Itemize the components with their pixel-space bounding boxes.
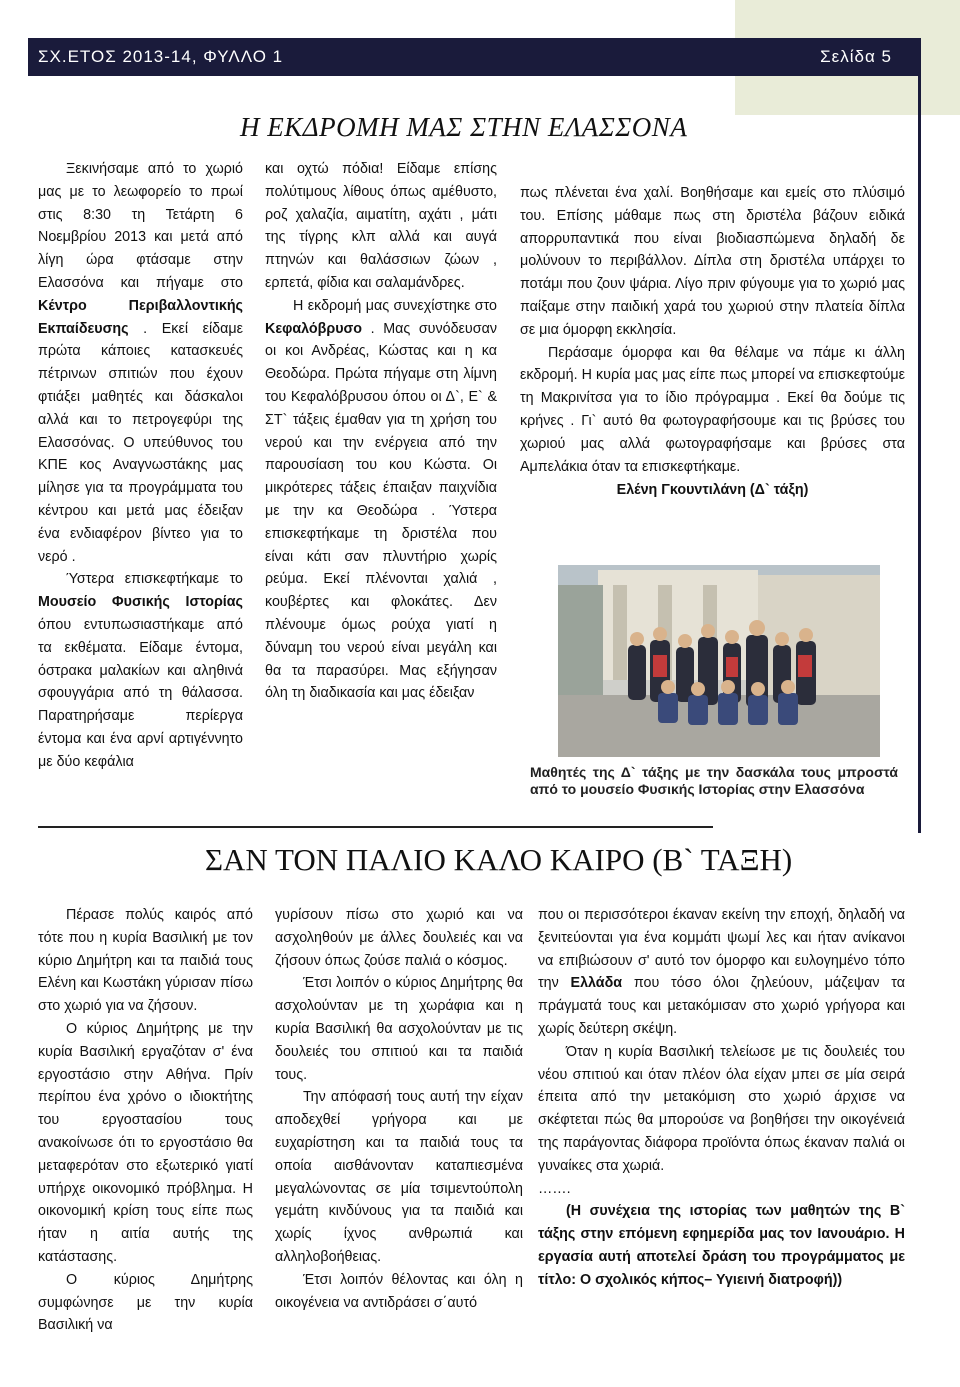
article1-author: Ελένη Γκουντιλάνη (Δ` τάξη) [616,482,809,499]
article1-column-3 [520,182,905,502]
class-photo [558,565,880,757]
article2-continuation-note: (Η συνέχεια της ιστορίας των μαθητών της Β` τάξης στην επόμενη εφημερίδα μας τον Ιανουάριο. Η εργασία αυτή αποτελεί δράση του προγράμματος με τίτλο: Ο σχολικός κήπος– Υγιεινή διατροφή)) [538,1203,905,1288]
article2-col1-paragraph-3: Ο κύριος Δημήτρης συμφώνησε με την κυρία Βασιλική να [38,1271,253,1334]
article2-column-2 [275,904,523,1314]
page-number: Σελίδα 5 [820,47,892,66]
article2-col2-paragraph-2: Έτσι λοιπόν ο κύριος Δημήτρης θα ασχολούνταν με τη χωράφια και η κυρία Βασιλική θα ασχολούνταν με τις δουλειές του σπιτιού και τα παιδιά τους. [275,975,523,1083]
article1-col2-paragraph-1: και οχτώ πόδια! Είδαμε επίσης πολύτιμους λίθους όπως αμέθυστο, ροζ χαλαζία, αιματίτη, αχάτι , μάτι της τίγρης κλπ αλλά και αυγά πτηνών και θαλάσσιων ζώων , ερπετά, φίδια και σαλαμάνδρες. [265,161,497,291]
article2-col2-paragraph-3: Την απόφασή τους αυτή την είχαν αποδεχθεί γρήγορα και με ευχαρίστηση και τα παιδιά τους τα οποία αισθάνονταν καταπιεσμένα μεγαλώνοντας σε μία τσιμεντούπολη γεμάτη κινδύνους για τα παιδιά και χωρίς ίχνος ανθρωπιά και αλληλοβοήθειας. [275,1089,523,1265]
class-photo-image [558,565,880,757]
article1-col2-paragraph-2: Η εκδρομή μας συνεχίστηκε στο Κεφαλόβρυσο . Μας συνόδευσαν οι κοι Ανδρέας, Κώστας και η κα Θεοδώρα. Πρώτα πήγαμε στη λίμνη του Κεφαλόβρυσου όπου οι Δ`, Ε` & ΣΤ` τάξεις έμαθαν για τη χρήση του νερού και την ενέργεια από την παρουσίαση του κου Κώστα. Οι μικρότερες τάξεις έπαιξαν παιχνίδια με την κα Θεοδώρα . Ύστερα επισκεφτήκαμε τη δριστέλα που είναι κάτι σαν πλυντήριο χωρίς ρεύμα. Εκεί πλένονται χαλιά , κουβέρτες και φλοκάτες. Δεν πλένουμε όμως ρούχα γιατί η δύναμη του νερού είναι μεγάλη και θα τα παρασύρει. Μας εξήγησαν όλη τη διαδικασία και μας έδειξαν [265,297,497,702]
section-divider [38,826,713,828]
article2-column-1 [38,904,253,1337]
header-bar [28,38,920,76]
article1-column-1 [38,158,243,774]
article2-col2-paragraph-1: γυρίσουν πίσω στο χωριό και να ασχοληθούν με άλλες δουλειές και να ζήσουν όπως ζούσε παλιά ο κόσμος. [275,907,523,969]
article2-col3-paragraph-1: που οι περισσότεροι έκαναν εκείνη την εποχή, δηλαδή να ξενιτεύονται για ένα κομμάτι ψωμί λες και ήταν ανίκανοι να επιβιώσουν σ' αυτό τον όμορφο και ευλογημένο τόπο την Ελλάδα που τόσο όλοι ζηλεύουν, μάζεψαν τα πράγματά τους και μετακόμισαν στο χωριό γρήγορα και χωρίς δεύτερη σκέψη. [538,907,905,1037]
article2-col3-paragraph-2: Όταν η κυρία Βασιλική τελείωσε με τις δουλειές του νέου σπιτιού και όταν πλέον όλα είχαν μπει σε μία σειρά έπειτα από την μετακόμιση στο χωριό άρχισε να σκέφτεται πώς θα μπορούσε να βοηθήσει την οικογένειά της παράγοντας διάφορα προϊόντα όπως έκαναν παλιά οι γυναίκες στα χωριά. [538,1043,905,1174]
article1-col1-paragraph-1: Ξεκινήσαμε από το χωριό μας με το λεωφορείο το πρωί στις 8:30 τη Τετάρτη 6 Νοεμβρίου 2013 και μετά από λίγη ώρα φτάσαμε στην Ελασσόνα και πήγαμε στο Κέντρο Περιβαλλοντικής Εκπαίδευσης . Εκεί είδαμε πρώτα κάποιες κατασκευές πέτρινων σπιτιών που έχουν φτιάξει μαθητές και δάσκαλοι αλλά και το πετρογεφύρι της Ελασσόνας. Ο υπεύθυνος του ΚΠΕ κος Αναγνωστάκης μας μίλησε για τα προγράμματα του κέντρου και μετά μας έδειξαν ένα ενδιαφέρον βίντεο για το νερό . [38,161,243,565]
right-border-line [918,38,921,833]
article2-title: ΣΑΝ ΤΟΝ ΠΑΛΙΟ ΚΑΛΟ ΚΑΙΡΟ (Β` ΤΑΞΗ) [205,842,793,877]
article2-column-3 [538,904,905,1292]
article1-col3-paragraph-1: πως πλένεται ένα χαλί. Βοηθήσαμε και εμείς στο πλύσιμό του. Επίσης μάθαμε πως στη δριστέλα βάζουν ειδικά απορρυπαντικά που είναι βιοδιασπώμενα δηλαδή δε μολύνουν το περιβάλλον. Δίπλα στη δριστέλα υπάρχει το ποτάμι που ζουν ψάρια. Λίγο πριν φύγουμε για το χωριό μας παίξαμε στην παιδική χαρά του χωριού στην πλατεία δίπλα σε μια όμορφη εκκλησία. [520,185,905,338]
article1-col3-paragraph-2: Περάσαμε όμορφα και θα θέλαμε να πάμε κι άλλη εκδρομή. Η κυρία μας μας είπε πως μπορεί να επισκεφτούμε τη Μακρινίτσα για το ίδιο πρόγραμμα . Εκεί θα δούμε τις κρήνες . Γι` αυτό θα φωτογραφήσουμε και τις βρύσες του χωριού μας αλλά φωτογραφήσαμε και βρύσες στα Αμπελάκια όταν τα επισκεφτήκαμε. [520,344,905,475]
issue-label: ΣΧ.ΕΤΟΣ 2013-14, ΦΥΛΛΟ 1 [38,47,284,66]
article1-title: Η ΕΚΔΡΟΜΗ ΜΑΣ ΣΤΗΝ ΕΛΑΣΣΟΝΑ [240,112,688,142]
article2-col2-paragraph-4: Έτσι λοιπόν θέλοντας και όλη η οικογένεια να αντιδράσει σ΄αυτό [275,1271,523,1311]
article1-column-2 [265,158,497,705]
article2-col1-paragraph-1: Πέρασε πολύς καιρός από τότε που η κυρία Βασιλική με τον κύριο Δημήτρη και τα παιδιά τους Ελένη και Κωστάκη γύρισαν πίσω στο χωριό για να ζήσουν. [38,907,253,1015]
article1-col1-paragraph-2: Ύστερα επισκεφτήκαμε το Μουσείο Φυσικής Ιστορίας όπου εντυπωσιαστήκαμε από τα εκθέματα. Είδαμε έντομα, όστρακα μαλακίων και αληθινά σφουγγάρια από τη θάλασσα. Παρατηρήσαμε περίεργα έντομα και ένα αρνί αρτιγέννητο με δύο κεφάλια [38,571,243,770]
photo-caption: Μαθητές της Δ` τάξης με την δασκάλα τους μπροστά από το μουσείο Φυσικής Ιστορίας στην Ελασσόνα [530,764,898,797]
article2-col1-paragraph-2: Ο κύριος Δημήτρης με την κυρία Βασιλική εργαζόταν σ' ένα εργοστάσιο στην Αθήνα. Πρίν περίπου ένα χρόνο ο ιδιοκτήτης του εργοστασίου τους ανακοίνωσε ότι το εργοστάσιο θα μεταφερόταν στο εξωτερικό γιατί υπήρχε οικονομικό πρόβλημα. Η οικονομική κρίση τους είπε πως ήταν η αιτία αυτής της κατάστασης. [38,1020,253,1265]
article2-col3-dots: ……. [538,1180,571,1197]
